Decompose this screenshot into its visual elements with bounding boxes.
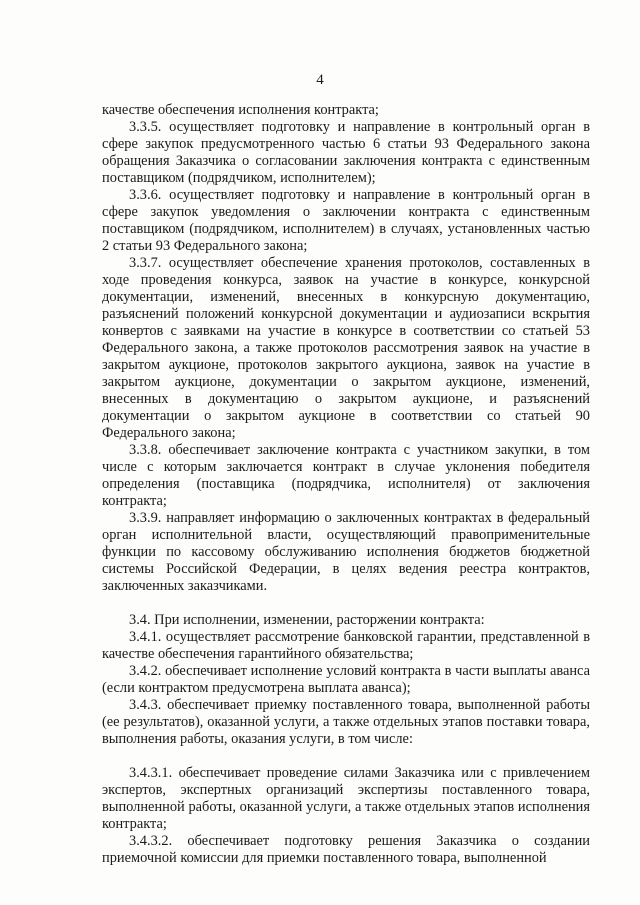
paragraph-3-4: 3.4. При исполнении, изменении, расторжении контракта: [129,612,485,628]
paragraph-3-3-6: 3.3.6. осуществляет подготовку и направление в контрольный орган в сфере закупок уведомления о заключении контракта с единственным поставщиком (подрядчиком, исполнителем) в случаях, установленных частью 2 статьи 93 Федерального закона; [102,187,590,254]
paragraph-continuation: качестве обеспечения исполнения контракта; [102,102,379,118]
paragraph-3-4-3-1: 3.4.3.1. обеспечивает проведение силами Заказчика или с привлечением экспертов, экспертных организаций экспертизы поставленного товара, выполненной работы, оказанной услуги, а также отдельных этапов исполнения контракта; [102,765,590,832]
paragraph-3-4-3: 3.4.3. обеспечивает приемку поставленного товара, выполненной работы (ее результатов), оказанной услуги, а также отдельных этапов поставки товара, выполнения работы, оказания услуги, в том числе: [102,697,590,747]
paragraph-3-3-7: 3.3.7. осуществляет обеспечение хранения протоколов, составленных в ходе проведения конкурса, заявок на участие в конкурсе, конкурсной документации, изменений, внесенных в конкурсную документацию, разъяснений положений конкурсной документации и аудиозаписи вскрытия конвертов с заявками на участие в конкурсе в соответствии со статьей 53 Федерального закона, а также протоколов рассмотрения заявок на участие в закрытом аукционе, протоколов закрытого аукциона, заявок на участие в закрытом аукционе, документации о закрытом аукционе, изменений, внесенных в документацию о закрытом аукционе, и разъяснений документации о закрытом аукционе в соответствии со статьей 90 Федерального закона; [102,255,590,441]
paragraph-3-4-1: 3.4.1. осуществляет рассмотрение банковской гарантии, представленной в качестве обеспечения гарантийного обязательства; [102,629,590,662]
paragraph-3-4-3-2: 3.4.3.2. обеспечивает подготовку решения Заказчика о создании приемочной комиссии для приемки поставленного товара, выполненной [102,833,590,866]
page-number: 4 [316,72,324,88]
document-body [102,102,590,867]
paragraph-3-3-8: 3.3.8. обеспечивает заключение контракта с участником закупки, в том числе с которым заключается контракт в случае уклонения победителя определения (поставщика (подрядчика, исполнителя) от заключения контракта; [102,442,590,509]
paragraph-3-3-9: 3.3.9. направляет информацию о заключенных контрактах в федеральный орган исполнительной власти, осуществляющий правоприменительные функции по кассовому обслуживанию исполнения бюджетов бюджетной системы Российской Федерации, в целях ведения реестра контрактов, заключенных заказчиками. [102,510,590,594]
paragraph-3-4-2: 3.4.2. обеспечивает исполнение условий контракта в части выплаты аванса (если контрактом предусмотрена выплата аванса); [102,663,590,696]
paragraph-3-3-5: 3.3.5. осуществляет подготовку и направление в контрольный орган в сфере закупок предусмотренного частью 6 статьи 93 Федерального закона обращения Заказчика о согласовании заключения контракта с единственным поставщиком (подрядчиком, исполнителем); [102,119,590,186]
